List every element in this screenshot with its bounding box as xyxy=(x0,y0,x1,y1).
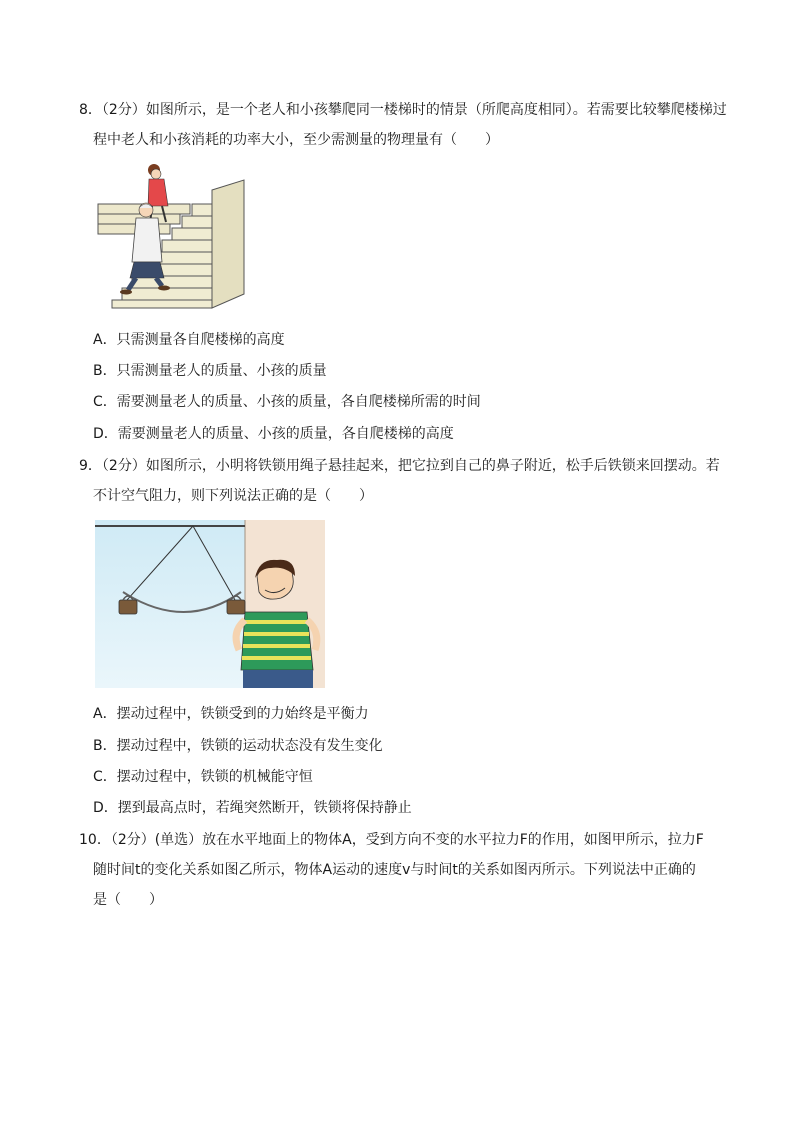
stairs-illustration-icon xyxy=(94,162,249,310)
question-9-option-c: C．摆动过程中，铁锁的机械能守恒 xyxy=(93,769,313,785)
question-8-stem: 8．（2分）如图所示，是一个老人和小孩攀爬同一楼梯时的情景（所爬高度相同）。若需要比较攀爬楼梯过 xyxy=(79,102,727,118)
question-9-stem: 9．（2分）如图所示，小明将铁锁用绳子悬挂起来，把它拉到自己的鼻子附近，松手后铁锁来回摆动。若 xyxy=(79,458,720,474)
pendulum-illustration-icon xyxy=(95,520,325,688)
pendulum-figure xyxy=(95,520,325,688)
question-10-stem: 10．（2分）(单选）放在水平地面上的物体A，受到方向不变的水平拉力F的作用，如图甲所示，拉力F xyxy=(79,832,704,848)
question-10 xyxy=(79,825,729,915)
question-9-option-b: B．摆动过程中，铁锁的运动状态没有发生变化 xyxy=(93,738,383,754)
stairs-figure xyxy=(94,162,249,310)
question-8-stem-cont: 程中老人和小孩消耗的功率大小，至少需测量的物理量有（ ） xyxy=(93,132,499,148)
question-10-stem-cont-2: 是（ ） xyxy=(93,892,163,908)
question-8-option-b: B．只需测量老人的质量、小孩的质量 xyxy=(93,363,327,379)
question-9 xyxy=(79,451,729,511)
question-8 xyxy=(79,95,729,155)
question-8-option-d: D．需要测量老人的质量、小孩的质量，各自爬楼梯的高度 xyxy=(93,426,454,442)
question-8-option-c: C．需要测量老人的质量、小孩的质量，各自爬楼梯所需的时间 xyxy=(93,394,481,410)
question-8-option-a: A．只需测量各自爬楼梯的高度 xyxy=(93,332,285,348)
question-9-option-a: A．摆动过程中，铁锁受到的力始终是平衡力 xyxy=(93,706,369,722)
question-9-option-d: D．摆到最高点时，若绳突然断开，铁锁将保持静止 xyxy=(93,800,412,816)
question-10-stem-cont-1: 随时间t的变化关系如图乙所示，物体A运动的速度v与时间t的关系如图丙所示。下列说法中正确的 xyxy=(93,862,696,878)
question-9-stem-cont: 不计空气阻力，则下列说法正确的是（ ） xyxy=(93,488,373,504)
